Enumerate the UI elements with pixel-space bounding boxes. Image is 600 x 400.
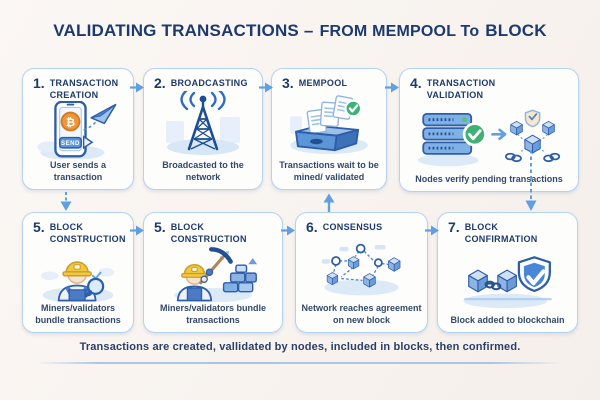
step-title: BROADCASTING [170,78,248,88]
title-part-3: BLOCK [485,21,547,40]
step-header [405,76,573,101]
step-caption: Miners/validators bundle transactions [159,302,267,325]
step-number: 2. [154,75,166,91]
step-number: 3. [282,75,294,91]
chain-shield-icon [443,245,572,313]
title-part-1: VALIDATING TRANSACTIONS – [53,21,314,40]
miner-magnifier-icon [28,245,128,301]
step-title: TRANSACTION CREATION [49,78,119,100]
step-box-block-construction-2 [143,212,283,333]
step-title: BLOCK CONSTRUCTION [170,222,247,244]
step-caption: Miners/validators bundle transactions [35,302,121,325]
step-box-block-construction-1 [22,212,134,333]
step-header [277,76,381,90]
step-header [28,76,128,101]
step-box-mempool [271,68,387,190]
step-box-consensus [295,212,428,333]
step-caption: Block added to blockchain [450,314,565,325]
step-title: BLOCK CONSTRUCTION [49,222,126,244]
step-title: CONSENSUS [322,222,383,232]
step-caption: User sends a transaction [49,159,107,182]
step-header [28,220,128,245]
network-nodes-icon [301,234,422,302]
arrow-right-icon [259,81,275,94]
step-header [301,220,422,234]
step-caption: Nodes verify pending transactions [415,173,563,184]
step-box-broadcasting [143,68,263,190]
step-caption: Broadcasted to the network [162,159,244,182]
step-box-transaction-validation [399,68,579,192]
arrow-right-icon [281,224,297,237]
step-number: 5. [154,219,166,235]
step-header [149,76,257,90]
step-number: 5. [33,219,45,235]
step-box-transaction-creation [22,68,134,190]
step-number: 6. [306,219,318,235]
miner-pickaxe-icon [149,245,277,301]
step-caption: Transactions wait to be mined/ validated [279,159,379,182]
step-header [149,220,277,245]
mempool-tray-icon [277,90,381,159]
arrow-right-icon [130,81,146,94]
dashed-arrow-down-icon [524,150,538,212]
step-title: TRANSACTION VALIDATION [426,78,496,100]
arrow-up-icon [322,193,336,212]
step-title: BLOCK CONFIRMATION [464,222,538,244]
step-number: 7. [448,219,460,235]
step-number: 1. [33,75,45,91]
arrow-right-icon [425,224,441,237]
footer-divider [36,362,564,364]
step-number: 4. [410,75,422,91]
server-validation-icon [405,101,573,172]
send-label: SEND [61,140,80,148]
title-part-2: FROM MEMPOOL To [319,23,480,40]
step-header [443,220,572,245]
radio-tower-icon [149,90,257,159]
footer-summary: Transactions are created, vallidated by nodes, included in blocks, then confirmed. [79,341,521,353]
dashed-arrow-down-icon [59,192,73,212]
step-caption: Network reaches agreement on new block [301,302,422,325]
page-title [0,21,600,41]
step-title: MEMPOOL [298,78,348,88]
step-box-block-confirmation [437,212,578,333]
phone-send-icon [28,101,128,158]
arrow-right-icon [130,224,146,237]
arrow-right-icon [385,81,401,94]
bitcoin-symbol: ₿ [65,116,76,129]
